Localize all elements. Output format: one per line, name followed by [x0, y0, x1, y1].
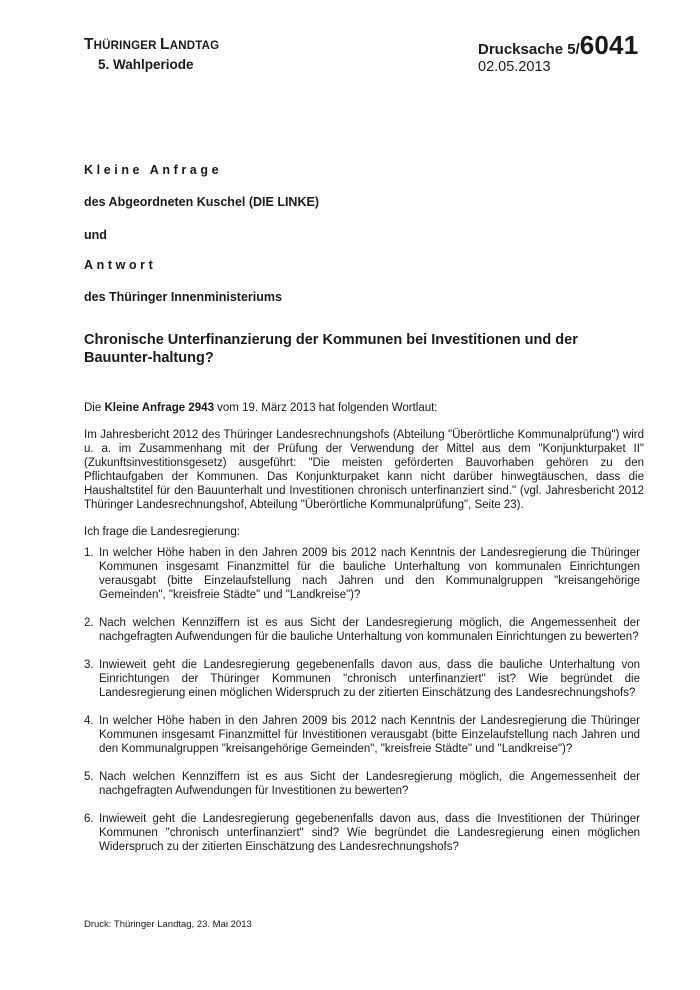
question-number: 2. [84, 617, 94, 629]
question-item [84, 812, 640, 854]
landtag-name-part: HÜRINGER [93, 40, 161, 52]
letterhead [84, 36, 219, 73]
ask-line: Ich frage die Landesregierung: [84, 526, 240, 538]
drucksache-block [478, 30, 638, 75]
intro-suffix: vom 19. März 2013 hat folgenden Wortlaut: [213, 402, 438, 414]
landtag-name-part: L [160, 36, 170, 53]
question-item [84, 714, 640, 756]
question-text: Nach welchen Kennziffern ist es aus Sicht der Landesregierung möglich, die Angemessenheit der nachgefragten Aufwendungen für die bauliche Unterhaltung von kommunalen Einrichtungen zu bewerten? [99, 617, 640, 643]
landtag-name [84, 36, 219, 55]
question-text: Nach welchen Kennziffern ist es aus Sicht der Landesregierung möglich, die Angemessenheit der nachgefragten Aufwendungen für Investitionen zu bewerten? [99, 771, 640, 797]
antwort-heading: Antwort [84, 258, 157, 272]
kleine-anfrage-heading: Kleine Anfrage [84, 163, 223, 177]
intro-prefix: Die [84, 402, 105, 414]
question-number: 4. [84, 715, 94, 727]
question-text: In welcher Höhe haben in den Jahren 2009 bis 2012 nach Kenntnis der Landesregierung die Thüringer Kommunen insgesamt Finanzmittel für Investitionen verausgabt (bitte Einzelaufstellung nach Jahren und den Kommunalgruppen "kreisangehörige Gemeinden", "kreisfreie Städte" und "Landkreise")? [99, 715, 640, 755]
question-text: Inwieweit geht die Landesregierung gegebenenfalls davon aus, dass die bauliche Unterhaltung von Einrichtungen der Thüringer Kommunen "chronisch unterfinanziert" ist? Wie begründet die Landesregierung einen möglichen Widerspruch zu der zitierten Einschätzung des Landesrechnungshofs? [99, 659, 640, 699]
question-number: 6. [84, 813, 94, 825]
question-number: 1. [84, 547, 94, 559]
question-item [84, 546, 640, 602]
question-item [84, 616, 640, 644]
ministerium-line: des Thüringer Innenministeriums [84, 290, 282, 304]
question-text: In welcher Höhe haben in den Jahren 2009 bis 2012 nach Kenntnis der Landesregierung die Thüringer Kommunen insgesamt Finanzmittel für die bauliche Unterhaltung von kommunalen Einrichtungen verausgabt (bitte Einzelaufstellung nach Jahren und den Kommunalgruppen "kreisangehörige Gemeinden", "kreisfreie Städte" und "Landkreise")? [99, 547, 640, 601]
wahlperiode: 5. Wahlperiode [98, 57, 194, 72]
intro-line [84, 401, 644, 415]
drucksache-date: 02.05.2013 [478, 59, 551, 75]
question-list [84, 546, 640, 868]
background-paragraph: Im Jahresbericht 2012 des Thüringer Landesrechnungshofs (Abteilung "Überörtliche Kommunalprüfung") wird u. a. im Zusammenhang mit der Prüfung der Verwendung der Mittel aus dem "Konjunkturpaket II" (Zukunftsinvestitionsgesetz) ausgeführt: "Die meisten geförderten Bauvorhaben gehören zu den Pflichtaufgaben der Kommunen. Das Konjunkturpaket kann nicht darüber hinwegtäuschen, dass die Haushaltstitel für den Bauunterhalt und Investitionen chronisch unterfinanziert sind." (vgl. Jahresbericht 2012 Thüringer Landesrechnungshof, Abteilung "Überörtliche Kommunalprüfung", Seite 23). [84, 429, 644, 511]
intro-anfrage-number: Kleine Anfrage 2943 [104, 402, 214, 414]
landtag-name-part: T [84, 36, 94, 53]
question-text: Inwieweit geht die Landesregierung gegebenenfalls davon aus, dass die Investitionen der Thüringer Kommunen "chronisch unterfinanziert" sind? Wie begründet die Landesregierung einen möglichen Widerspruch zu der zitierten Einschätzung des Landesrechnungshofs? [99, 813, 640, 853]
document-title: Chronische Unterfinanzierung der Kommunen bei Investitionen und der Bauunter-haltung? [84, 332, 578, 366]
drucksache-number: 6041 [579, 30, 639, 60]
question-item [84, 770, 640, 798]
landtag-name-part: ANDTAG [169, 40, 220, 52]
print-footer: Druck: Thüringer Landtag, 23. Mai 2013 [84, 919, 252, 930]
und-line: und [84, 228, 107, 242]
drucksache-label: Drucksache 5/ [478, 41, 580, 58]
abgeordneter-line: des Abgeordneten Kuschel (DIE LINKE) [84, 195, 319, 209]
question-item [84, 658, 640, 700]
question-number: 5. [84, 771, 94, 783]
question-number: 3. [84, 659, 94, 671]
